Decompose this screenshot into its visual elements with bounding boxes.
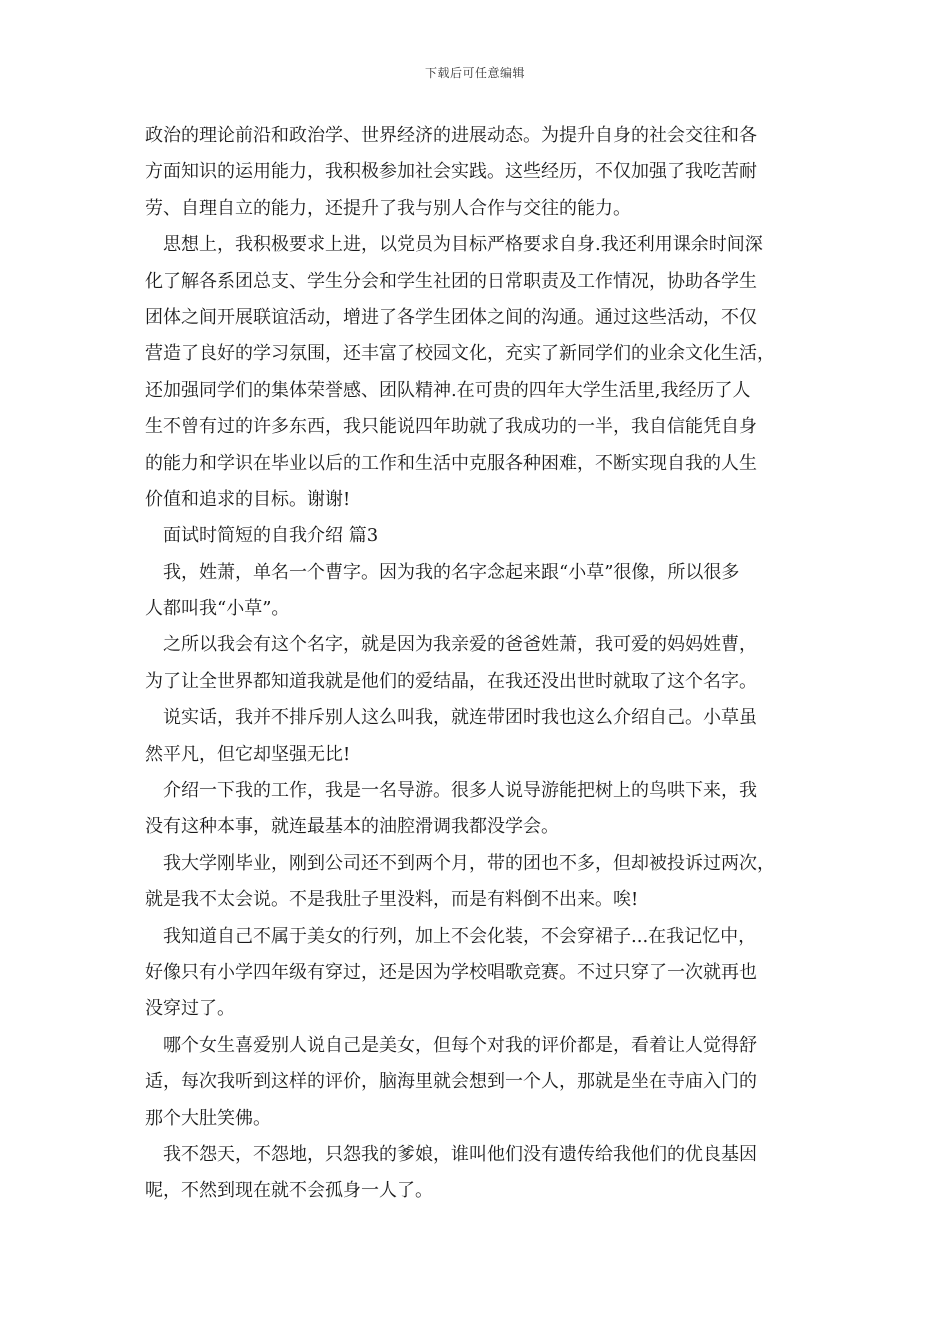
text-line: 的能力和学识在毕业以后的工作和生活中克服各种困难，不断实现自我的人生 bbox=[145, 452, 757, 474]
text-line: 然平凡，但它却坚强无比! bbox=[145, 743, 351, 765]
text-line: 生不曾有过的许多东西，我只能说四年助就了我成功的一半，我自信能凭自身 bbox=[145, 416, 757, 438]
text-line: 那个大肚笑佛。 bbox=[145, 1107, 271, 1129]
text-line: 团体之间开展联谊活动，增进了各学生团体之间的沟通。通过这些活动，不仅 bbox=[145, 306, 757, 328]
text-line: 人都叫我“小草”。 bbox=[145, 598, 290, 620]
document-body bbox=[145, 118, 810, 1210]
text-line: 没穿过了。 bbox=[145, 998, 235, 1020]
text-line: 为了让全世界都知道我就是他们的爱结晶，在我还没出世时就取了这个名字。 bbox=[145, 670, 757, 692]
text-line: 方面知识的运用能力，我积极参加社会实践。这些经历，不仅加强了我吃苦耐 bbox=[145, 161, 757, 183]
paragraph-start-line: 说实话，我并不排斥别人这么叫我，就连带团时我也这么介绍自己。小草虽 bbox=[163, 707, 757, 729]
paragraph-start-line: 介绍一下我的工作，我是一名导游。很多人说导游能把树上的鸟哄下来，我 bbox=[163, 780, 757, 802]
text-line: 化了解各系团总支、学生分会和学生社团的日常职责及工作情况，协助各学生 bbox=[145, 270, 757, 292]
paragraph-start-line: 之所以我会有这个名字，就是因为我亲爱的爸爸姓萧，我可爱的妈妈姓曹， bbox=[163, 634, 757, 656]
text-line: 还加强同学们的集体荣誉感、团队精神.在可贵的四年大学生活里,我经历了人 bbox=[145, 379, 751, 401]
text-line: 适，每次我听到这样的评价，脑海里就会想到一个人，那就是坐在寺庙入门的 bbox=[145, 1071, 757, 1093]
page-header: 下载后可任意编辑 bbox=[424, 66, 525, 80]
text-line: 呢，不然到现在就不会孤身一人了。 bbox=[145, 1180, 433, 1202]
text-line: 劳、自理自立的能力，还提升了我与别人合作与交往的能力。 bbox=[145, 197, 631, 219]
section-heading: 面试时简短的自我介绍 篇3 bbox=[163, 525, 379, 547]
paragraph-start-line: 我不怨天，不怨地，只怨我的爹娘，谁叫他们没有遗传给我他们的优良基因 bbox=[163, 1143, 757, 1165]
text-line: 就是我不太会说。不是我肚子里没料，而是有料倒不出来。唉! bbox=[145, 889, 639, 911]
text-line: 没有这种本事，就连最基本的油腔滑调我都没学会。 bbox=[145, 816, 559, 838]
paragraph-start-line: 我，姓萧，单名一个曹字。因为我的名字念起来跟“小草”很像，所以很多 bbox=[163, 561, 740, 583]
text-line: 营造了良好的学习氛围，还丰富了校园文化，充实了新同学们的业余文化生活， bbox=[145, 343, 775, 365]
text-line: 好像只有小学四年级有穿过，还是因为学校唱歌竞赛。不过只穿了一次就再也 bbox=[145, 961, 757, 983]
paragraph-start-line: 哪个女生喜爱别人说自己是美女，但每个对我的评价都是，看着让人觉得舒 bbox=[163, 1034, 757, 1056]
paragraph-start-line: 我大学刚毕业，刚到公司还不到两个月，带的团也不多，但却被投诉过两次， bbox=[163, 852, 775, 874]
text-line: 政治的理论前沿和政治学、世界经济的进展动态。为提升自身的社会交往和各 bbox=[145, 125, 757, 146]
text-line: 价值和追求的目标。谢谢! bbox=[145, 488, 351, 510]
paragraph-start-line: 我知道自己不属于美女的行列，加上不会化装，不会穿裙子...在我记忆中， bbox=[163, 925, 757, 947]
paragraph-start-line: 思想上，我积极要求上进，以党员为目标严格要求自身.我还利用课余时间深 bbox=[163, 234, 763, 256]
